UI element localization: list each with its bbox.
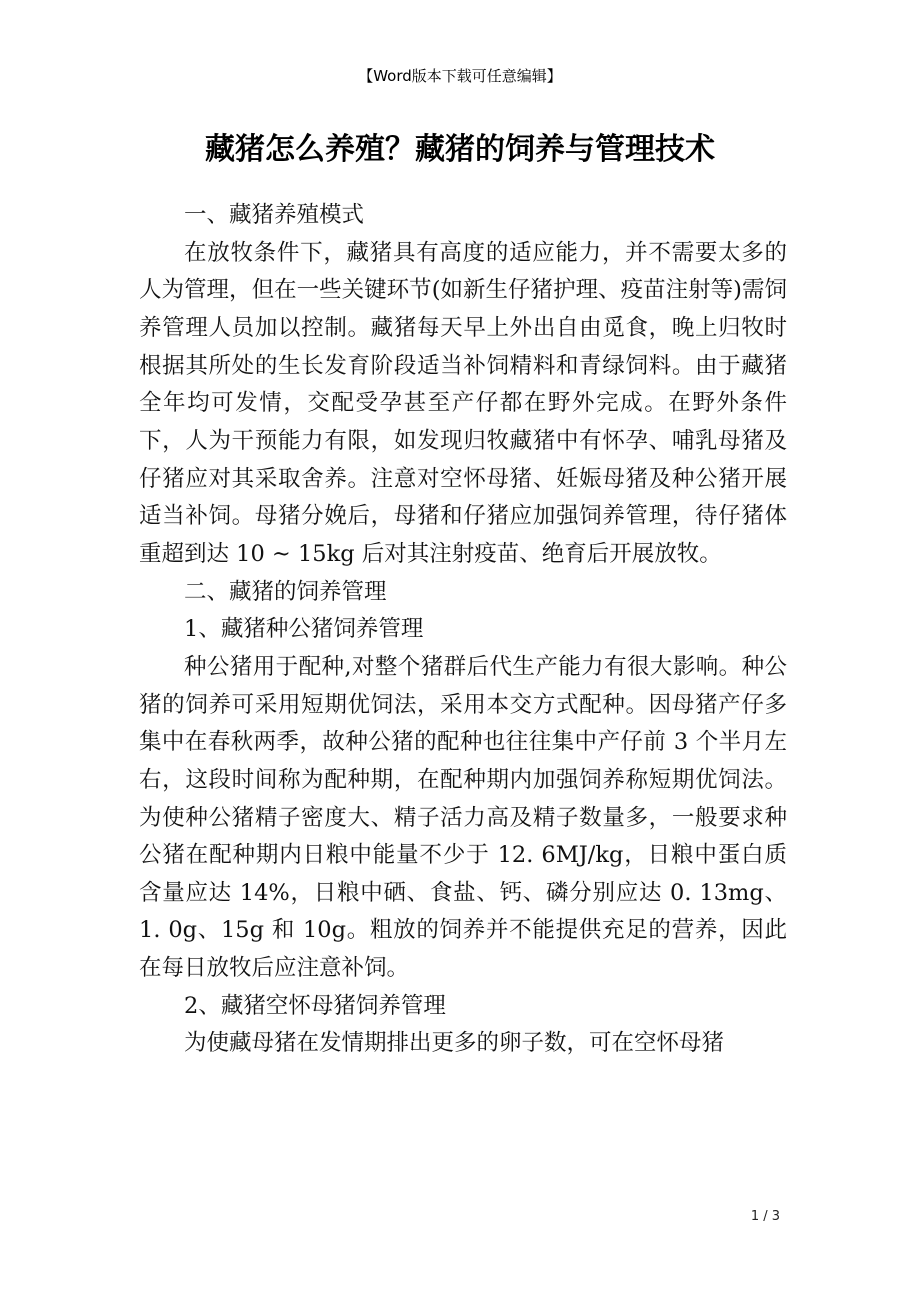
document-body [139,197,787,1063]
subheading-empty-sow-management: 2、藏猪空怀母猪饲养管理 [184,992,446,1019]
download-note-header: 【Word版本下载可任意编辑】 [358,67,562,85]
page-number: 1 / 3 [750,1209,780,1224]
paragraph-empty-sow: 为使藏母猪在发情期排出更多的卵子数，可在空怀母猪 [184,1030,725,1057]
section-heading-feeding-management: 二、藏猪的饲养管理 [184,578,387,605]
paragraph-grazing: 在放牧条件下，藏猪具有高度的适应能力，并不需要太多的人为管理，但在一些关键环节(如新生仔猪护理、疫苗注射等)需饲养管理人员加以控制。藏猪每天早上外出自由觅食，晚上归牧时根据其所处的生长发育阶段适当补饲精料和青绿饲料。由于藏猪全年均可发情，交配受孕甚至产仔都在野外完成。在野外条件下，人为干预能力有限，如发现归牧藏猪中有怀孕、哺乳母猪及仔猪应对其采取舍养。注意对空怀母猪、妊娠母猪及种公猪开展适当补饲。母猪分娩后，母猪和仔猪应加强饲养管理，待仔猪体重超到达 10 ~ 15kg 后对其注射疫苗、绝育后开展放牧。 [139,239,787,567]
paragraph-boar: 种公猪用于配种,对整个猪群后代生产能力有很大影响。种公猪的饲养可采用短期优饲法，采用本交方式配种。因母猪产仔多集中在春秋两季，故种公猪的配种也往往集中产仔前 3 个半月左右，这段时间称为配种期，在配种期内加强饲养称短期优饲法。为使种公猪精子密度大、精子活力高及精子数量多，一般要求种公猪在配种期内日粮中能量不少于 12. 6MJ/kg，日粮中蛋白质含量应达 14%，日粮中硒、食盐、钙、磷分别应达 0. 13mg、1. 0g、15g 和 10g。粗放的饲养并不能提供充足的营养，因此在每日放牧后应注意补饲。 [139,653,787,982]
subheading-boar-management: 1、藏猪种公猪饲养管理 [184,616,424,643]
document-title: 藏猪怎么养殖？藏猪的饲养与管理技术 [205,132,715,167]
section-heading-breeding-mode: 一、藏猪养殖模式 [184,202,365,228]
